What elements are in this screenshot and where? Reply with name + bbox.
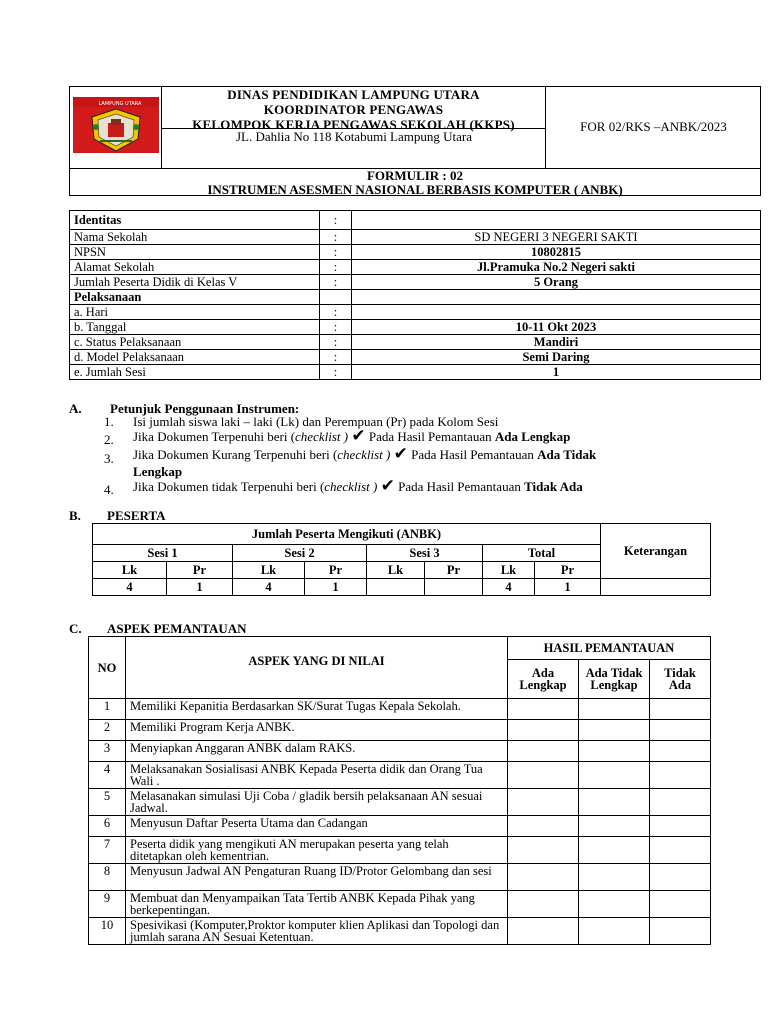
instruction-2-bold: Ada Lengkap: [494, 429, 571, 444]
identitas-value: Mandiri: [352, 335, 761, 350]
section-c-title: ASPEK PEMANTAUAN: [107, 621, 247, 636]
logo-cell: [69, 86, 162, 168]
section-c-letter: C.: [69, 621, 82, 636]
aspek-number: 2: [89, 720, 126, 741]
identitas-label: Identitas: [70, 211, 320, 230]
peserta-sub-header: Lk: [233, 562, 305, 579]
aspek-text: Melaksanakan Sosialisasi ANBK Kepada Peserta didik dan Orang Tua Wali .: [126, 762, 508, 789]
aspek-number: 9: [89, 891, 126, 918]
organization-block: [162, 86, 546, 168]
peserta-value: 1: [535, 579, 601, 596]
aspek-row: [89, 699, 711, 720]
identitas-row: [70, 305, 761, 320]
instruction-2-italic: checklist ): [295, 429, 349, 444]
form-number: FORMULIR : 02: [366, 168, 464, 183]
tidak-ada-cell[interactable]: [650, 816, 711, 837]
ada-lengkap-cell[interactable]: [508, 741, 579, 762]
identitas-separator: :: [320, 305, 352, 320]
org-line-1: DINAS PENDIDIKAN LAMPUNG UTARA: [227, 87, 480, 102]
aspek-number: 1: [89, 699, 126, 720]
ada-tidak-lengkap-cell[interactable]: [579, 720, 650, 741]
peserta-sub-header: Lk: [93, 562, 167, 579]
identitas-value: 10802815: [352, 245, 761, 260]
aspek-text: Memiliki Kepanitia Berdasarkan SK/Surat Tugas Kepala Sekolah.: [126, 699, 508, 720]
tidak-ada-cell[interactable]: [650, 837, 711, 864]
identitas-separator: :: [320, 365, 352, 380]
identitas-separator: :: [320, 275, 352, 290]
peserta-value: 4: [93, 579, 167, 596]
identitas-label: Alamat Sekolah: [70, 260, 320, 275]
aspek-number: 10: [89, 918, 126, 945]
aspek-row: [89, 864, 711, 891]
ada-tidak-lengkap-cell[interactable]: [579, 891, 650, 918]
instruction-2: [133, 428, 733, 445]
identitas-label: b. Tanggal: [70, 320, 320, 335]
instruction-4-text: Jika Dokumen tidak Terpenuhi beri (: [133, 479, 325, 494]
tidak-ada-cell[interactable]: [650, 699, 711, 720]
identitas-label: c. Status Pelaksanaan: [70, 335, 320, 350]
instruction-3-number: 3.: [104, 451, 114, 466]
peserta-value: 4: [483, 579, 535, 596]
identitas-row: [70, 290, 761, 305]
sesi-3-header: Sesi 3: [367, 545, 483, 562]
aspek-row: [89, 762, 711, 789]
aspek-row: [89, 837, 711, 864]
keterangan-header: Keterangan: [601, 524, 711, 579]
identitas-row: [70, 245, 761, 260]
peserta-sub-header: Lk: [483, 562, 535, 579]
tidak-ada-cell[interactable]: [650, 864, 711, 891]
aspek-text: Spesivikasi (Komputer,Proktor komputer klien Aplikasi dan Topologi dan jumlah sarana AN Sesuai Ketentuan.: [126, 918, 508, 945]
sesi-1-header: Sesi 1: [93, 545, 233, 562]
aspek-row: [89, 789, 711, 816]
instruction-1: Isi jumlah siswa laki – laki (Lk) dan Perempuan (Pr) pada Kolom Sesi: [133, 414, 499, 429]
identitas-row: [70, 260, 761, 275]
aspek-row: [89, 891, 711, 918]
peserta-sub-header: Pr: [305, 562, 367, 579]
peserta-sub-header: Pr: [425, 562, 483, 579]
identitas-value: SD NEGERI 3 NEGERI SAKTI: [352, 230, 761, 245]
col-ada-lengkap: Ada Lengkap: [508, 660, 579, 699]
identitas-label: Pelaksanaan: [70, 290, 320, 305]
col-no-header: NO: [89, 637, 126, 699]
ada-tidak-lengkap-cell[interactable]: [579, 699, 650, 720]
org-line-3: KELOMPOK KERJA PENGAWAS SEKOLAH (KKPS): [192, 117, 515, 132]
instruction-2-text: Jika Dokumen Terpenuhi beri (: [133, 429, 296, 444]
aspek-text: Menyusun Jadwal AN Pengaturan Ruang ID/Protor Gelombang dan sesi: [126, 864, 508, 891]
identitas-row: [70, 230, 761, 245]
aspek-table: [88, 636, 711, 945]
section-a-title: Petunjuk Penggunaan Instrumen:: [110, 401, 300, 416]
peserta-group-header: Jumlah Peserta Mengikuti (ANBK): [93, 524, 601, 545]
ada-lengkap-cell[interactable]: [508, 720, 579, 741]
ada-lengkap-cell[interactable]: [508, 699, 579, 720]
tidak-ada-cell[interactable]: [650, 891, 711, 918]
instruction-3-text: Jika Dokumen Kurang Terpenuhi beri (: [133, 447, 338, 462]
instruction-2-post: Pada Hasil Pemantauan: [365, 429, 495, 444]
aspek-number: 5: [89, 789, 126, 816]
identitas-label: NPSN: [70, 245, 320, 260]
aspek-row: [89, 816, 711, 837]
identitas-separator: :: [320, 335, 352, 350]
identitas-row: [70, 275, 761, 290]
org-address: JL. Dahlia No 118 Kotabumi Lampung Utara: [236, 129, 472, 144]
tidak-ada-cell[interactable]: [650, 741, 711, 762]
section-b-letter: B.: [69, 508, 81, 523]
identitas-value: [352, 290, 761, 305]
tidak-ada-cell[interactable]: [650, 720, 711, 741]
instruction-3-bold: Ada Tidak: [537, 447, 597, 462]
instruction-4-number: 4.: [104, 482, 114, 497]
identitas-separator: [320, 290, 352, 305]
identitas-label: Jumlah Peserta Didik di Kelas V: [70, 275, 320, 290]
identitas-label: e. Jumlah Sesi: [70, 365, 320, 380]
lampung-utara-logo: [72, 95, 160, 155]
instruction-2-number: 2.: [104, 432, 114, 447]
aspek-text: Memiliki Program Kerja ANBK.: [126, 720, 508, 741]
ada-lengkap-cell[interactable]: [508, 816, 579, 837]
ada-tidak-lengkap-cell[interactable]: [579, 864, 650, 891]
section-b-title: PESERTA: [107, 508, 166, 523]
instruction-3-italic: checklist ): [337, 447, 391, 462]
sesi-2-header: Sesi 2: [233, 545, 367, 562]
checkmark-icon: ✔: [393, 444, 408, 464]
tidak-ada-cell[interactable]: [650, 762, 711, 789]
peserta-value: [425, 579, 483, 596]
identitas-value: 5 Orang: [352, 275, 761, 290]
aspek-number: 7: [89, 837, 126, 864]
aspek-number: 8: [89, 864, 126, 891]
logo-text: LAMPUNG UTARA: [98, 101, 142, 107]
peserta-value: 1: [167, 579, 233, 596]
aspek-number: 4: [89, 762, 126, 789]
col-aspek-header: ASPEK YANG DI NILAI: [126, 637, 508, 699]
peserta-value: [367, 579, 425, 596]
identitas-separator: :: [320, 245, 352, 260]
identitas-separator: :: [320, 230, 352, 245]
identitas-label: Nama Sekolah: [70, 230, 320, 245]
keterangan-value: [601, 579, 711, 596]
identitas-value: [352, 211, 761, 230]
identitas-separator: :: [320, 260, 352, 275]
section-a-letter: A.: [69, 401, 82, 416]
identitas-value: 10-11 Okt 2023: [352, 320, 761, 335]
identitas-row: [70, 335, 761, 350]
identitas-label: a. Hari: [70, 305, 320, 320]
peserta-sub-header: Pr: [535, 562, 601, 579]
aspek-text: Melasanakan simulasi Uji Coba / gladik bersih pelaksanaan AN sesuai Jadwal.: [126, 789, 508, 816]
aspek-text: Peserta didik yang mengikuti AN merupakan peserta yang telah ditetapkan oleh kementrian.: [126, 837, 508, 864]
ada-lengkap-cell[interactable]: [508, 891, 579, 918]
col-hasil-header: HASIL PEMANTAUAN: [508, 637, 711, 660]
ada-tidak-lengkap-cell[interactable]: [579, 816, 650, 837]
aspek-text: Membuat dan Menyampaikan Tata Tertib ANBK Kepada Pihak yang berkepentingan.: [126, 891, 508, 918]
ada-lengkap-cell[interactable]: [508, 837, 579, 864]
identitas-row: [70, 211, 761, 230]
form-title-block: [69, 168, 761, 197]
ada-tidak-lengkap-cell[interactable]: [579, 789, 650, 816]
identitas-separator: :: [320, 211, 352, 230]
form-code: FOR 02/RKS –ANBK/2023: [580, 119, 727, 134]
instruction-1-number: 1.: [104, 414, 114, 429]
aspek-row: [89, 918, 711, 945]
aspek-number: 6: [89, 816, 126, 837]
instruction-4-italic: checklist ): [324, 479, 378, 494]
checkmark-icon: ✔: [351, 426, 366, 446]
ada-tidak-lengkap-cell[interactable]: [579, 918, 650, 945]
identitas-row: [70, 365, 761, 380]
identitas-value: Jl.Pramuka No.2 Negeri sakti: [352, 260, 761, 275]
tidak-ada-cell[interactable]: [650, 789, 711, 816]
ada-tidak-lengkap-cell[interactable]: [579, 837, 650, 864]
peserta-sub-header: Pr: [167, 562, 233, 579]
peserta-sub-header: Lk: [367, 562, 425, 579]
identitas-value: [352, 305, 761, 320]
identitas-row: [70, 320, 761, 335]
ada-lengkap-cell[interactable]: [508, 789, 579, 816]
identitas-value: 1: [352, 365, 761, 380]
identitas-label: d. Model Pelaksanaan: [70, 350, 320, 365]
peserta-value: 1: [305, 579, 367, 596]
identitas-value: Semi Daring: [352, 350, 761, 365]
instruction-3: [133, 446, 733, 463]
peserta-value: 4: [233, 579, 305, 596]
peserta-table: [92, 523, 711, 596]
aspek-row: [89, 720, 711, 741]
aspek-number: 3: [89, 741, 126, 762]
ada-lengkap-cell[interactable]: [508, 864, 579, 891]
instruction-4-post: Pada Hasil Pemantauan: [394, 479, 525, 494]
aspek-text: Menyusun Daftar Peserta Utama dan Cadangan: [126, 816, 508, 837]
identitas-row: [70, 350, 761, 365]
checkmark-icon: ✔: [380, 476, 395, 496]
col-tidak-ada: Tidak Ada: [650, 660, 711, 699]
identitas-separator: :: [320, 350, 352, 365]
ada-tidak-lengkap-cell[interactable]: [579, 741, 650, 762]
identitas-table: [69, 210, 761, 380]
instruction-3-post: Pada Hasil Pemantauan: [407, 447, 538, 462]
col-ada-tidak-lengkap: Ada Tidak Lengkap: [579, 660, 650, 699]
instruction-3-continued: Lengkap: [133, 464, 183, 479]
form-title: INSTRUMEN ASESMEN NASIONAL BERBASIS KOMPUTER ( ANBK): [207, 182, 623, 197]
identitas-separator: :: [320, 320, 352, 335]
ada-lengkap-cell[interactable]: [508, 762, 579, 789]
tidak-ada-cell[interactable]: [650, 918, 711, 945]
ada-tidak-lengkap-cell[interactable]: [579, 762, 650, 789]
ada-lengkap-cell[interactable]: [508, 918, 579, 945]
aspek-text: Menyiapkan Anggaran ANBK dalam RAKS.: [126, 741, 508, 762]
org-line-2: KOORDINATOR PENGAWAS: [263, 102, 444, 117]
total-header: Total: [483, 545, 601, 562]
aspek-row: [89, 741, 711, 762]
instruction-4-bold: Tidak Ada: [524, 479, 583, 494]
instruction-4: [133, 478, 733, 495]
